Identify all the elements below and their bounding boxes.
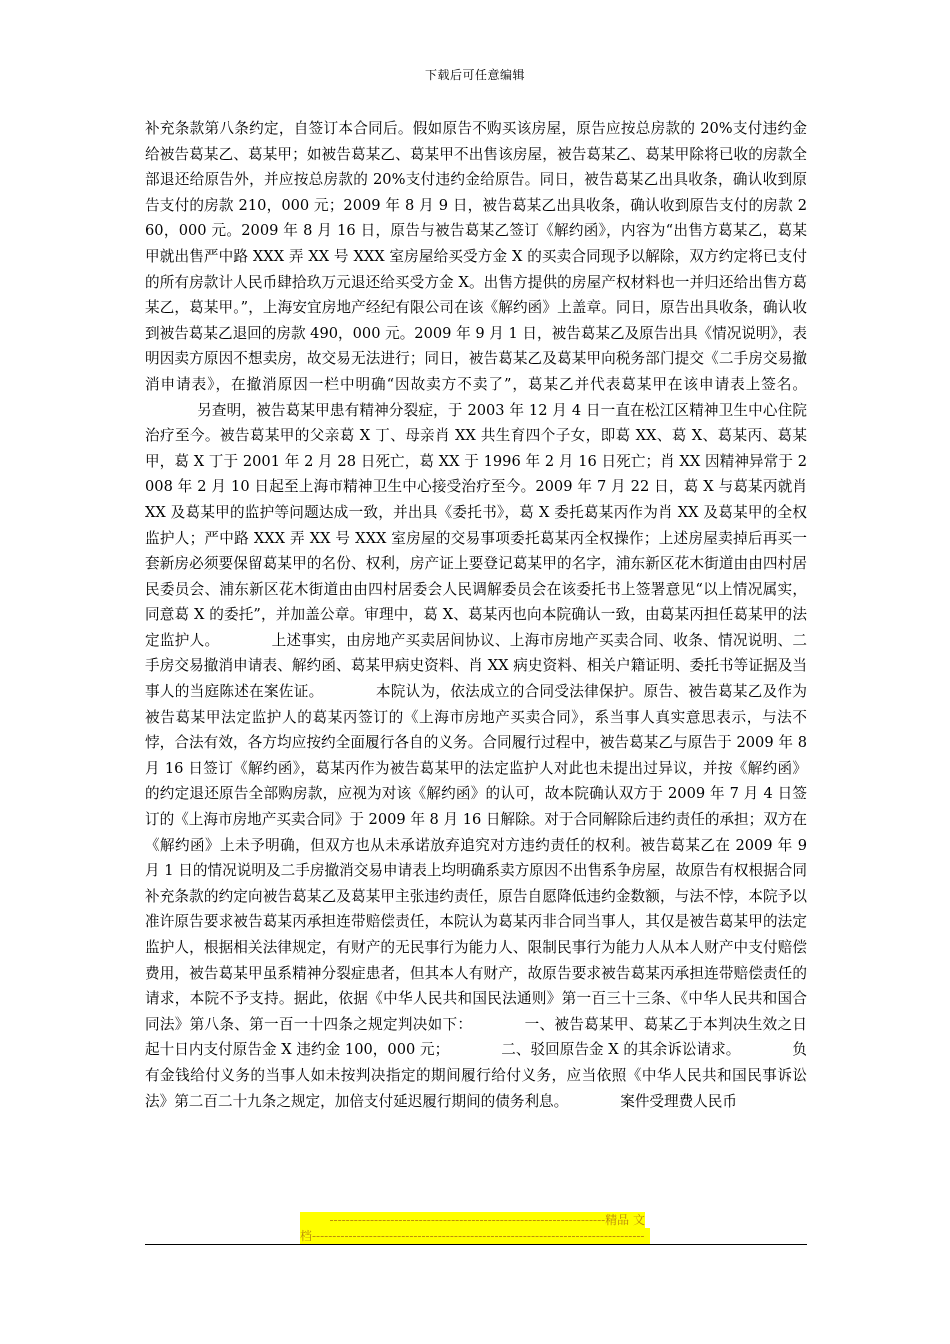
judgment-item-2: 二、驳回原告金 X 的其余诉讼请求。 [501, 1041, 741, 1059]
footer-watermark-line-1: --------------------------------------------------------------------精品 文 [300, 1212, 645, 1228]
paragraph-court-opinion: 本院认为，依法成立的合同受法律保护。原告、被告葛某乙及作为被告葛某甲法定监护人的葛某丙签订的《上海市房地产买卖合同》，系当事人真实意思表示，与法不悖，合法有效，各方均应按约全面履行各自的义务。合同履行过程中，被告葛某乙与原告于 2009 年 8 月 16 日签订《解约函》，葛某丙作为被告葛某甲的法定监护人对此也未提出过异议，并按《解约函》的约定退还原告全部购房款，应视为对该《解约函》的认可，故本院确认双方于 2009 年 7 月 4 日签订的《上海市房地产买卖合同》于 2009 年 8 月 16 日解除。对于合同解除后违约责任的承担；双方在《解约函》上未予明确，但双方也从未承诺放弃追究对方违约责任的权利。被告葛某乙在 2009 年 9 月 1 日的情况说明及二手房撤消交易申请表上均明确系卖方原因不出售系争房屋，故原告有权根据合同补充条款的约定向被告葛某乙及葛某甲主张违约责任，原告自愿降低违约金数额，与法不悖，本院予以准许原告要求被告葛某丙承担连带赔偿责任，本院认为葛某丙非合同当事人，其仅是被告葛某甲的法定监护人，根据相关法律规定，有财产的无民事行为能力人、限制民事行为能力人从本人财产中支付赔偿费用，被告葛某甲虽系精神分裂症患者，但其本人有财产，故原告要求被告葛某丙承担连带赔偿责任的请求，本院不予支持。据此，依据《中华人民共和国民法通则》第一百三十三条、《中华人民共和国合同法》第八条、第一百一十四条之规定判决如下： [145, 683, 807, 1033]
paragraph-evidence: 上述事实，由房地产买卖居间协议、上海市房地产买卖合同、收条、情况说明、二手房交易撤消申请表、解约函、葛某甲病史资料、肖 XX 病史资料、相关户籍证明、委托书等证据及当事人的当庭陈述在案佐证。 [145, 631, 807, 701]
footer-divider [145, 1244, 807, 1245]
footer-watermark-line-2: 档---------------------------------------------------------------------------------- [300, 1228, 650, 1244]
paragraph-case-fee: 案件受理费人民币 [620, 1092, 737, 1110]
document-body [145, 116, 807, 1114]
paragraph-further-findings: 另查明，被告葛某甲患有精神分裂症，于 2003 年 12 月 4 日一直在松江区精神卫生中心住院治疗至今。被告葛某甲的父亲葛 X 丁、母亲肖 XX 共生育四个子女，即葛 XX、葛 X、葛某丙、葛某甲，葛 X 丁于 2001 年 2 月 28 日死亡，葛 XX 于 1996 年 2 月 16 日死亡；肖 XX 因精神异常于 2008 年 2 月 10 日起至上海市精神卫生中心接受治疗至今。2009 年 7 月 22 日，葛 X 与葛某丙就肖 XX 及葛某甲的监护等问题达成一致，并出具《委托书》，葛 X 委托葛某丙作为肖 XX 及葛某甲的全权监护人；严中路 XXX 弄 XX 号 XXX 室房屋的交易事项委托葛某丙全权操作；上述房屋卖掉后再买一套新房必须要保留葛某甲的名份、权利，房产证上要登记葛某甲的名字，浦东新区花木街道由由四村居民委员会、浦东新区花木街道由由四村居委会人民调解委员会在该委托书上签署意见“以上情况属实，同意葛 X 的委托”，并加盖公章。审理中，葛 X、葛某丙也向本院确认一致，由葛某丙担任葛某甲的法定监护人。 [145, 401, 807, 649]
paragraph-contract-terms: 补充条款第八条约定，自签订本合同后。假如原告不购买该房屋，原告应按总房款的 20%支付违约金给被告葛某乙、葛某甲；如被告葛某乙、葛某甲不出售该房屋，被告葛某乙、葛某甲除将已收的房款全部退还给原告外，并应按总房款的 20%支付违约金给原告。同日，被告葛某乙出具收条，确认收到原告支付的房款 210，000 元；2009 年 8 月 9 日，被告葛某乙出具收条，确认收到原告支付的房款 260，000 元。2009 年 8 月 16 日，原告与被告葛某乙签订《解约函》，内容为“出售方葛某乙，葛某甲就出售严中路 XXX 弄 XX 号 XXX 室房屋给买受方金 X 的买卖合同现予以解除，双方约定将已支付的所有房款计人民币肆拾玖万元退还给买受方金 X。出售方提供的房屋产权材料也一并归还给出售方葛某乙，葛某甲。”，上海安宜房地产经纪有限公司在该《解约函》上盖章。同日，原告出具收条，确认收到被告葛某乙退回的房款 490，000 元。2009 年 9 月 1 日，被告葛某乙及原告出具《情况说明》，表明因卖方原因不想卖房，故交易无法进行；同日，被告葛某乙及葛某甲向税务部门提交《二手房交易撤消申请表》，在撤消原因一栏中明确“因故卖方不卖了”，葛某乙并代表葛某甲在该申请表上签名。 [145, 120, 807, 393]
page-header: 下载后可任意编辑 [424, 68, 525, 82]
judgment-item-1: 一、被告葛某甲、葛某乙于本判决生效之日起十日内支付原告金 X 违约金 100，000 元； [145, 1015, 807, 1059]
paragraph-interest-notice: 负有金钱给付义务的当事人如未按判决指定的期间履行给付义务，应当依照《中华人民共和国民事诉讼法》第二百二十九条之规定，加倍支付延迟履行期间的债务利息。 [145, 1041, 807, 1110]
footer-watermark [300, 1212, 650, 1244]
